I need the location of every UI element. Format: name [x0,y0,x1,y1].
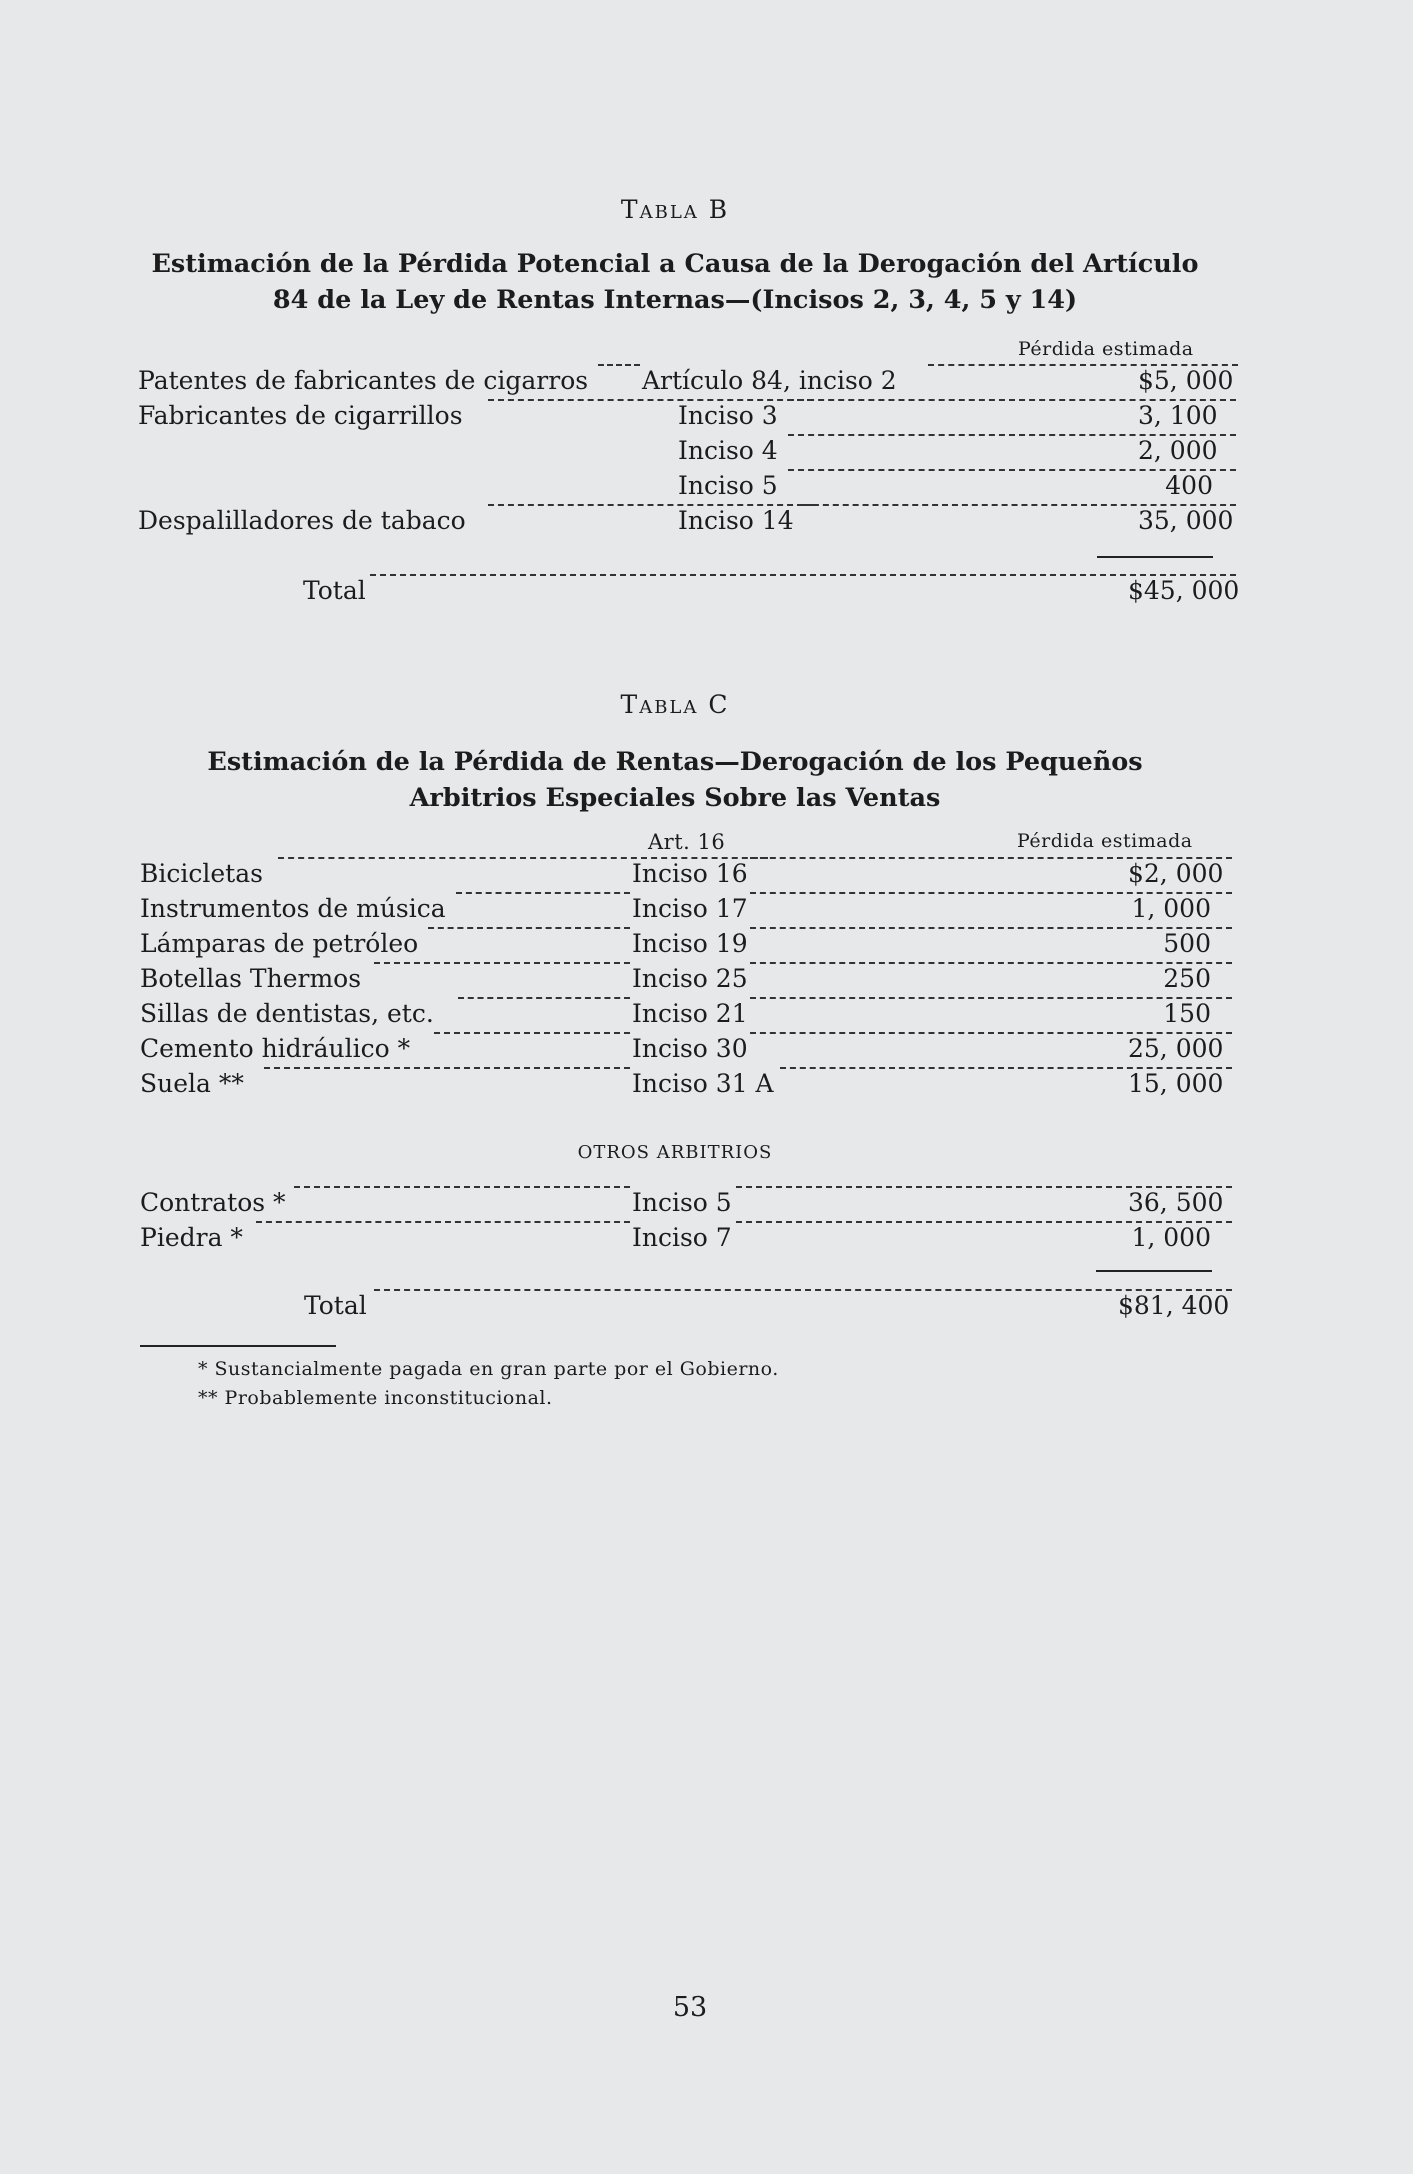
total-label: Total [304,1291,367,1320]
total-label: Total [303,576,366,605]
row-amount: 25, 000 [1128,1034,1224,1063]
row-amount: 500 [1163,929,1211,958]
table-row [138,962,1214,996]
row-ref: Inciso 25 [632,964,748,993]
row-item: Fabricantes de cigarrillos [138,401,463,430]
table-row [138,927,1214,961]
row-item: Piedra * [140,1223,243,1252]
row-item: Bicicletas [140,859,263,888]
total-amount: $81, 400 [1118,1291,1230,1320]
row-amount: $5, 000 [1138,366,1234,395]
table-row [138,892,1214,926]
total-amount: $45, 000 [1128,576,1240,605]
otros-arbitrios-heading: OTROS ARBITRIOS [577,1142,773,1163]
table-row [138,1186,1224,1220]
row-ref: Inciso 31 A [632,1069,774,1098]
row-item: Sillas de dentistas, etc. [140,999,434,1028]
row-amount: 400 [1165,471,1213,500]
row-amount: 1, 000 [1131,1223,1211,1252]
row-amount: 3, 100 [1138,401,1218,430]
row-item: Despalilladores de tabaco [138,506,466,535]
table-row [138,504,1234,538]
footnote-2: ** Probablemente inconstitucional. [198,1387,553,1409]
tabla-c-art-header: Art. 16 [648,830,726,854]
row-ref: Artículo 84, inciso 2 [642,366,897,395]
tabla-b-heading-line2: 84 de la Ley de Rentas Internas—(Incisos 2, 3, 4, 5 y 14) [272,285,1078,315]
table-row [138,997,1214,1031]
table-row [138,469,1214,503]
table-row [138,1221,1214,1255]
tabla-b-label: Tabla B [620,195,730,224]
tabla-b-column-header: Pérdida estimada [1018,338,1194,360]
row-amount: 150 [1163,999,1211,1028]
row-ref: Inciso 21 [632,999,748,1028]
row-ref: Inciso 30 [632,1034,748,1063]
row-amount: 1, 000 [1131,894,1211,923]
row-ref: Inciso 5 [632,1188,732,1217]
row-ref: Inciso 16 [632,859,748,888]
table-row [138,364,1234,398]
table-row [138,1032,1224,1066]
total-row [138,574,1240,608]
table-row [138,399,1218,433]
row-ref: Inciso 4 [678,436,778,465]
row-amount: 15, 000 [1128,1069,1224,1098]
row-ref: Inciso 19 [632,929,748,958]
row-item: Patentes de fabricantes de cigarros [138,366,589,395]
row-ref: Inciso 17 [632,894,748,923]
footnote-1: * Sustancialmente pagada en gran parte por el Gobierno. [198,1358,779,1380]
row-item: Contratos * [140,1188,286,1217]
row-amount: 36, 500 [1128,1188,1224,1217]
page-number: 53 [672,1992,708,2023]
row-ref: Inciso 3 [678,401,778,430]
row-item: Instrumentos de música [140,894,446,923]
tabla-c-column-header: Pérdida estimada [1017,830,1193,852]
row-amount: 35, 000 [1138,506,1234,535]
tabla-c-label: Tabla C [620,690,730,719]
tabla-c-heading-line1: Estimación de la Pérdida de Rentas—Derogación de los Pequeños [207,747,1143,777]
table-row [138,1067,1224,1101]
row-item: Botellas Thermos [140,964,362,993]
row-ref: Inciso 7 [632,1223,732,1252]
row-item: Suela ** [140,1069,244,1098]
row-amount: $2, 000 [1128,859,1224,888]
row-ref: Inciso 5 [678,471,778,500]
footnote-rule [140,1345,336,1347]
sum-rule [1096,1270,1212,1272]
table-row [138,857,1224,891]
row-ref: Inciso 14 [678,506,794,535]
total-row [138,1289,1230,1323]
tabla-c-heading-line2: Arbitrios Especiales Sobre las Ventas [409,783,941,813]
row-amount: 2, 000 [1138,436,1218,465]
tabla-b-heading-line1: Estimación de la Pérdida Potencial a Causa de la Derogación del Artículo [151,249,1199,279]
row-item: Lámparas de petróleo [140,929,419,958]
row-amount: 250 [1163,964,1211,993]
table-row [138,434,1218,468]
row-item: Cemento hidráulico * [140,1034,411,1063]
sum-rule [1097,556,1213,558]
